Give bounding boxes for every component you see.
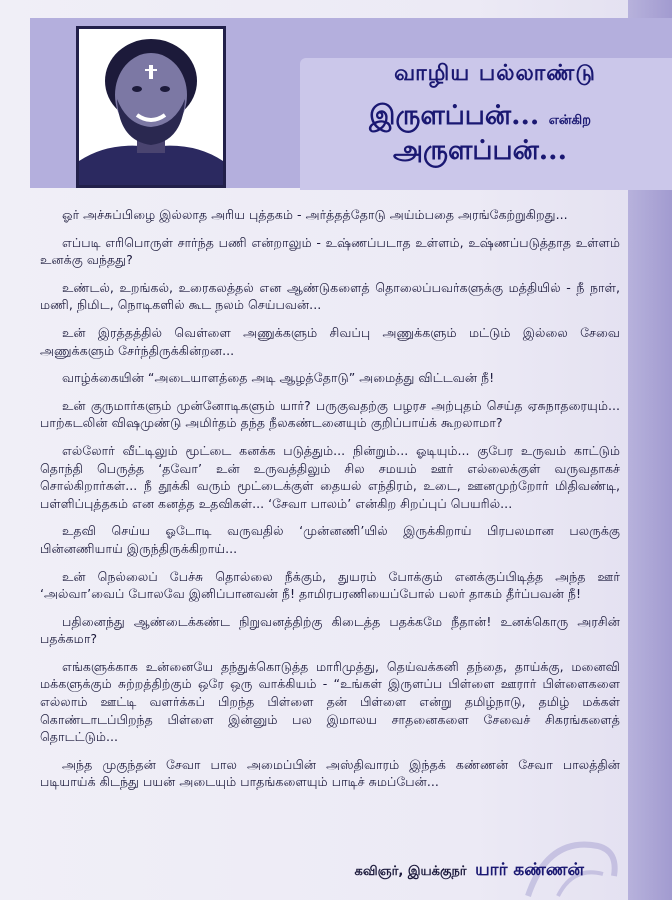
paragraph — [40, 442, 620, 512]
paragraph — [40, 206, 620, 224]
article-body — [40, 206, 620, 801]
paragraph-text: பதினைந்து ஆண்டைக்கண்ட நிறுவனத்திற்கு கிடைத்த பதக்கமே நீதான்! உனக்கொரு அரசின் பதக்கமா? — [40, 613, 620, 647]
paragraph — [40, 522, 620, 557]
paragraph — [40, 369, 620, 387]
paragraph-text: எப்படி எரிபொருள் சார்ந்த பணி என்றாலும் - உஷ்ணப்படாத உள்ளம், உஷ்ணப்படுத்தாத உள்ளம் உனக்கு வந்தது? — [40, 234, 620, 268]
paragraph-text: உன் குருமார்களும் முன்னோடிகளும் யார்? பருகுவதற்கு பழரச அற்புதம் செய்த ஏசுநாதரையும்... பாற்கடலின் விஷமுண்டு அமிர்தம் தந்த நீலகண்டனையும் குறிப்பாய்க் கூறலாமா? — [40, 397, 620, 431]
paragraph — [40, 658, 620, 746]
paragraph-text: உன் இரத்தத்தில் வெள்ளை அணுக்களும் சிவப்பு அணுக்களும் மட்டும் இல்லை சேவை அணுக்களும் சேர்ந்திருக்கின்றன... — [40, 324, 620, 358]
paragraph — [40, 324, 620, 359]
portrait-photo — [76, 26, 226, 188]
paragraph — [40, 756, 620, 791]
paragraph-text: வாழ்க்கையின் “அடையாளத்தை அடி ஆழத்தோடு” அமைத்து விட்டவன் நீ! — [62, 370, 495, 386]
paragraph-text: ஓர் அச்சுப்பிழை இல்லாத அரிய புத்தகம் - அர்த்தத்தோடு அய்ம்பதை அரங்கேற்றுகிறது... — [62, 207, 568, 222]
subject-name: இருளப்பன்... — [369, 100, 540, 131]
portrait-illustration — [79, 29, 223, 185]
paragraph-text: உன் நெல்லைப் பேச்சு தொல்லை நீக்கும், துயரம் போக்கும் எனக்குப்பிடித்த அந்த ஊர் ‘அல்வா’வைப் போலவே இனிப்பானவன் நீ! தாமிரபரணியைப்போல் பலர் தாகம் தீர்ப்பவன் நீ! — [40, 568, 620, 602]
paragraph — [40, 234, 620, 269]
decorative-swirl — [518, 796, 628, 900]
paragraph — [40, 397, 620, 432]
paragraph — [40, 613, 620, 648]
paragraph — [40, 568, 620, 603]
paragraph-text: எங்களுக்காக உன்னையே தந்துக்கொடுத்த மாரிமுத்து, தெய்வக்கனி தந்தை, தாய்க்கு, மனைவி மக்களுக்கும் சுற்றத்திற்கும் ஒரே ஒரு வாக்கியம் - “உங்கள் இருளப்ப பிள்ளை ஊரார் பிள்ளைகளை எல்லாம் ஊட்டி வளர்க்கப் பிறந்த பிள்ளை தன் பிள்ளை என்று தமிழ்நாடு, தமிழ் மக்கள் கொண்டாடப்பிறந்த பிள்ளை இன்னும் பல இமாலய சாதனைகளை சேவைச் சிகரங்களைத் தொடட்டும்... — [40, 658, 620, 745]
signature-title: கவிஞர், இயக்குநர் — [354, 864, 467, 879]
paragraph-text: உண்டல், உறங்கல், உரைகலத்தல் என ஆண்டுகளைத் தொலைப்பவர்களுக்கு மத்தியில் - நீ நாள், மணி, நிமிட, நொடிகளில் கூட நலம் செய்பவன்... — [40, 279, 620, 313]
paragraph-text: எல்லோர் வீட்டிலும் மூட்டை கனக்க படுத்தும்... நின்றும்... ஓடியும்... குபேர உருவம் காட்டும் தொந்தி பெருத்த ‘தவோ’ உன் உருவத்திலும் சில சமயம் ஊர் எல்லைக்குள் வருவதாகச் சொல்கிறார்கள்... நீ தூக்கி வரும் மூட்டைக்குள் தையல் எந்திரம், உடை, ஊனமுற்றோர் மிதிவண்டி, பள்ளிப்புத்தகம் என கனத்த உதவிகள்... ‘சேவா பாலம்’ என்கிற சிறப்புப் பெயரில்... — [40, 442, 620, 511]
alias-connector: என்கிற — [548, 113, 591, 128]
subject-alias: அருளப்பன்... — [393, 135, 567, 166]
signature-name: யார் கண்ணன் — [475, 860, 584, 880]
greeting-title: வாழிய பல்லாண்டு — [394, 60, 596, 86]
paragraph — [40, 279, 620, 314]
subject-title — [300, 100, 660, 170]
paragraph-text: உதவி செய்ய ஓடோடி வருவதில் ‘முன்னணி’யில் இருக்கிறாய் பிரபலமான பலருக்கு பின்னணியாய் இருந்திருக்கிறாய்... — [40, 523, 620, 556]
paragraph-text: அந்த முகுந்தன் சேவா பால அமைப்பின் அஸ்திவாரம் இந்தக் கண்ணன் சேவா பாலத்தின் படியாய்க் கிடந்து பயன் அடையும் பாதங்களையும் பாடிச் சுமப்பேன்... — [40, 756, 620, 790]
signature — [355, 860, 584, 882]
